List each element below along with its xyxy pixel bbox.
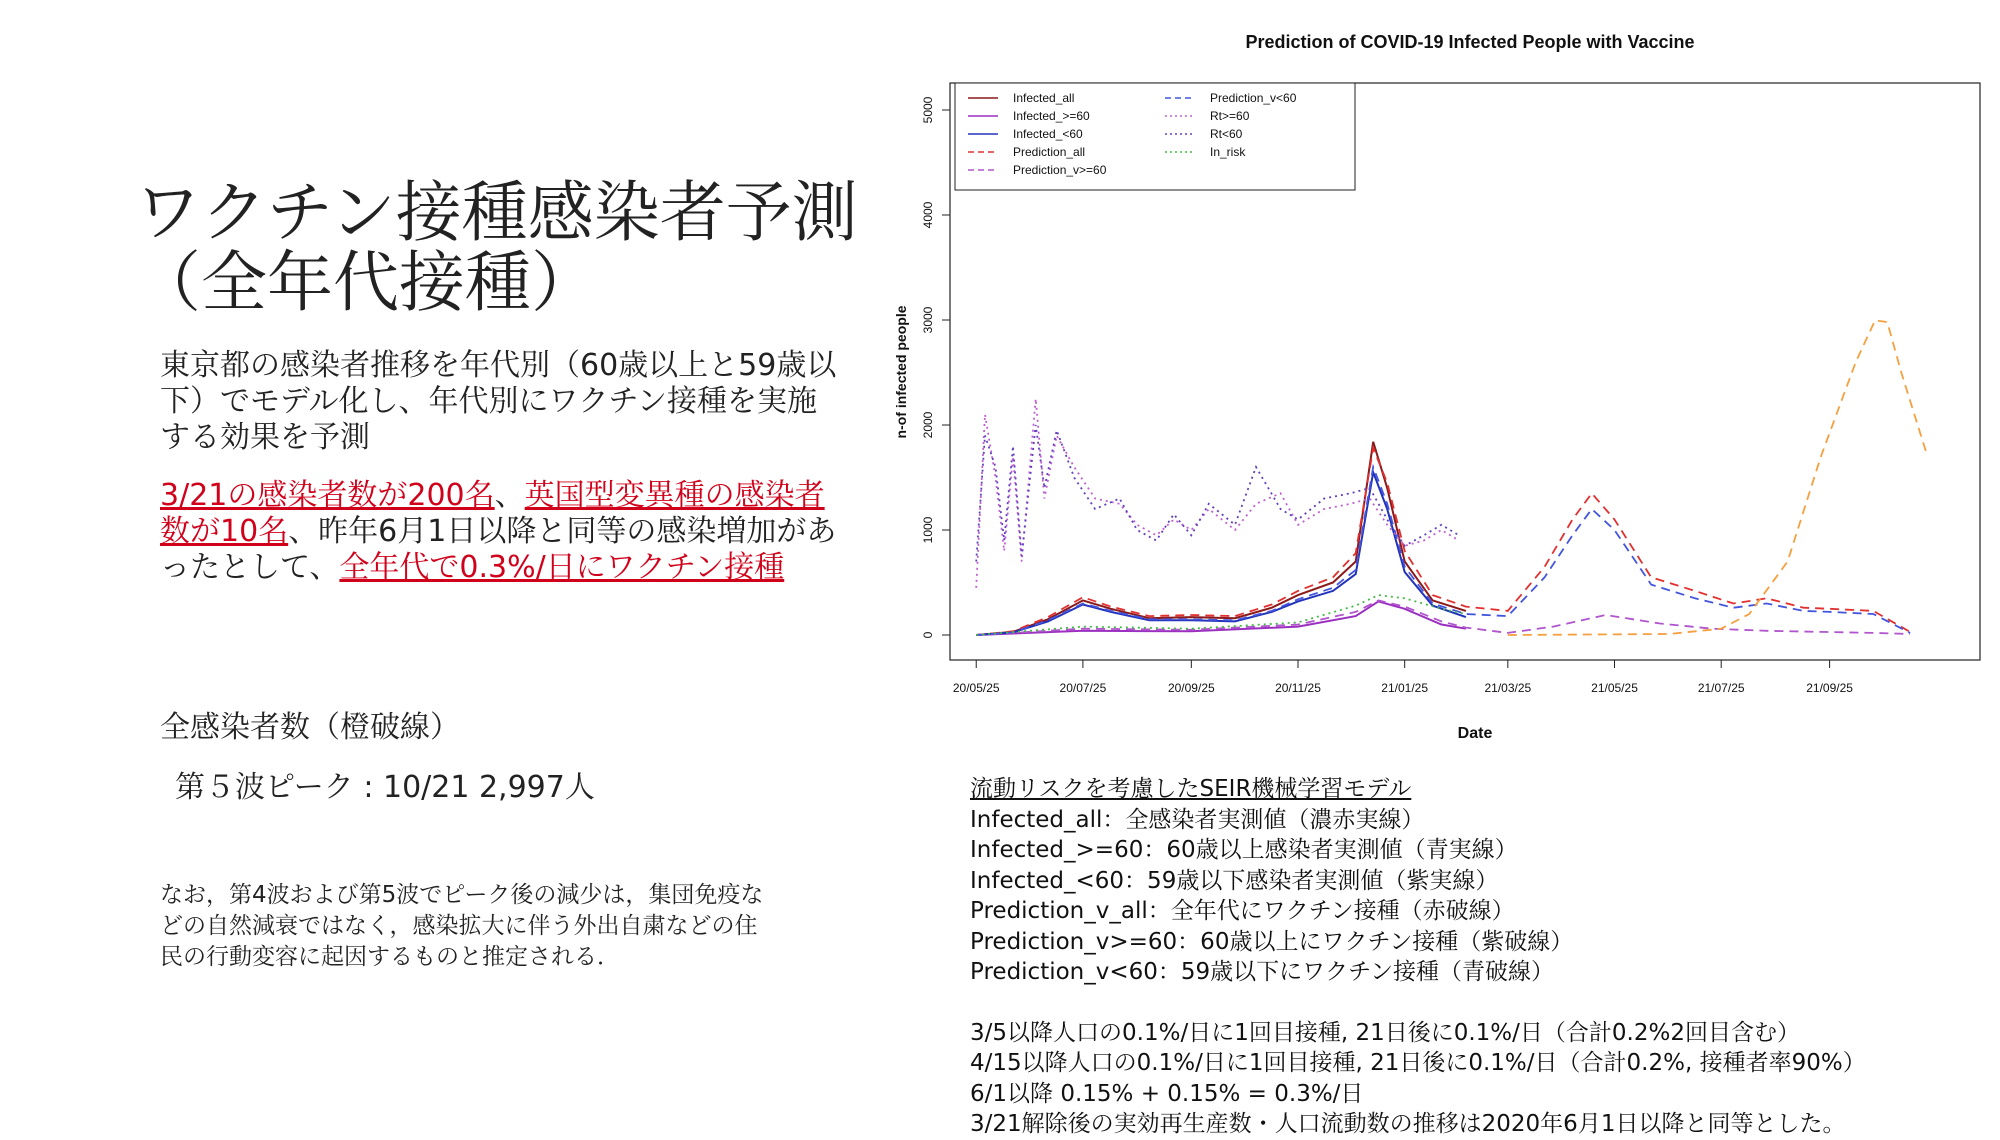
desc-spacer: [970, 988, 1980, 1018]
title-line-1: ワクチン接種感染者予測: [135, 174, 858, 251]
footnote-line-3: 民の行動変容に起因するものと推定される．: [160, 944, 620, 970]
series-layer: [976, 320, 1927, 635]
desc-note-2: 4/15以降人口の0.1%/日に1回目接種, 21日後に0.1%/日（合計0.2%, 接種者率90%）: [970, 1050, 1866, 1076]
legend-label: Rt<60: [1210, 127, 1243, 141]
scenario-separator: 、: [494, 478, 525, 513]
legend-label: Infected_<60: [1013, 127, 1083, 141]
x-tick-label: 21/09/25: [1806, 681, 1853, 695]
y-tick-label: 5000: [921, 96, 935, 124]
model-description: [970, 774, 1980, 1140]
series-line-7: [976, 399, 1459, 588]
scenario-infected-count: 3/21の感染者数が200名: [160, 478, 495, 513]
intro-paragraph: 東京都の感染者推移を年代別（60歳以上と59歳以下）でモデル化し、年代別にワクチン接種を実施する効果を予測: [160, 348, 837, 455]
scenario-paragraph: [160, 478, 850, 586]
x-tick-label: 21/05/25: [1591, 681, 1638, 695]
model-heading: 流動リスクを考慮したSEIR機械学習モデル: [970, 776, 1412, 802]
legend-label: Rt>=60: [1210, 109, 1250, 123]
scenario-condition: 、昨年6月1日以降と同等の感染増加があったとして、: [160, 514, 837, 585]
y-tick-label: 0: [921, 631, 935, 639]
series-line-3: [976, 472, 1466, 635]
x-tick-label: 21/03/25: [1484, 681, 1532, 695]
desc-prediction-under60: Prediction_v<60：59歳以下にワクチン接種（青破線）: [970, 959, 1555, 985]
desc-note-1: 3/5以降人口の0.1%/日に1回目接種, 21日後に0.1%/日（合計0.2%2回目含む）: [970, 1019, 1800, 1046]
y-axis-label: n-of infected people: [893, 305, 909, 439]
x-tick-label: 20/09/25: [1167, 681, 1215, 695]
desc-infected-60plus: Infected_>=60：60歳以上感染者実測値（青実線）: [970, 837, 1518, 863]
x-axis-label: Date: [1457, 725, 1493, 742]
x-tick-label: 21/01/25: [1381, 681, 1429, 695]
series-line-5: [976, 600, 1910, 635]
x-tick-label: 20/07/25: [1059, 681, 1107, 695]
chart-title: Prediction of COVID-19 Infected People with Vaccine: [1245, 32, 1695, 52]
desc-prediction-all: Prediction_v_all：全年代にワクチン接種（赤破線）: [970, 898, 1515, 924]
chart-legend: [955, 83, 1355, 190]
x-tick-label: 20/11/25: [1275, 681, 1321, 695]
y-tick-label: 2000: [921, 411, 935, 439]
desc-note-4: 3/21解除後の実効再生産数・人口流動数の推移は2020年6月1日以降と同等とした。: [970, 1111, 1846, 1137]
page-title: [135, 174, 895, 321]
y-axis: [921, 96, 950, 638]
y-tick-label: 4000: [921, 201, 935, 229]
x-tick-label: 20/05/25: [952, 681, 1000, 695]
series-line-8: [976, 425, 1459, 562]
footnote-line-1: なお，第4波および第5波でピーク後の減少は，集団免疫な: [160, 882, 764, 908]
legend-label: Infected_all: [1013, 91, 1075, 105]
total-infected-label: 全感染者数（橙破線）: [160, 710, 460, 745]
x-axis: [953, 660, 1853, 695]
covid-prediction-chart: [890, 20, 1990, 760]
desc-infected-all: Infected_all：全感染者実測値（濃赤実線）: [970, 806, 1425, 833]
legend-label: Prediction_v<60: [1210, 91, 1297, 105]
scenario-vaccine-rate: 全年代で0.3%/日にワクチン接種: [339, 550, 785, 585]
legend-label: Prediction_all: [1013, 145, 1086, 159]
legend-label: In_risk: [1210, 145, 1246, 159]
fifth-wave-peak: 第５波ピーク : 10/21 2,997人: [175, 770, 595, 805]
desc-note-3: 6/1以降 0.15% + 0.15% = 0.3%/日: [970, 1080, 1364, 1107]
footnote: [160, 880, 820, 973]
desc-prediction-60plus: Prediction_v>=60：60歳以上にワクチン接種（紫破線）: [970, 928, 1574, 955]
x-tick-label: 21/07/25: [1697, 681, 1745, 695]
scenario-variant-count: 英国型変異種の感染者数が10名: [160, 478, 825, 549]
series-line-10: [1508, 320, 1928, 635]
legend-label: Infected_>=60: [1013, 109, 1090, 123]
y-tick-label: 3000: [921, 306, 935, 334]
title-line-2: （全年代接種）: [135, 244, 597, 321]
legend-label: Prediction_v>=60: [1013, 163, 1107, 177]
desc-infected-under60: Infected_<60：59歳以下感染者実測値（紫実線）: [970, 867, 1499, 894]
y-tick-label: 1000: [921, 516, 935, 544]
footnote-line-2: どの自然減衰ではなく，感染拡大に伴う外出自粛などの住: [160, 913, 758, 939]
